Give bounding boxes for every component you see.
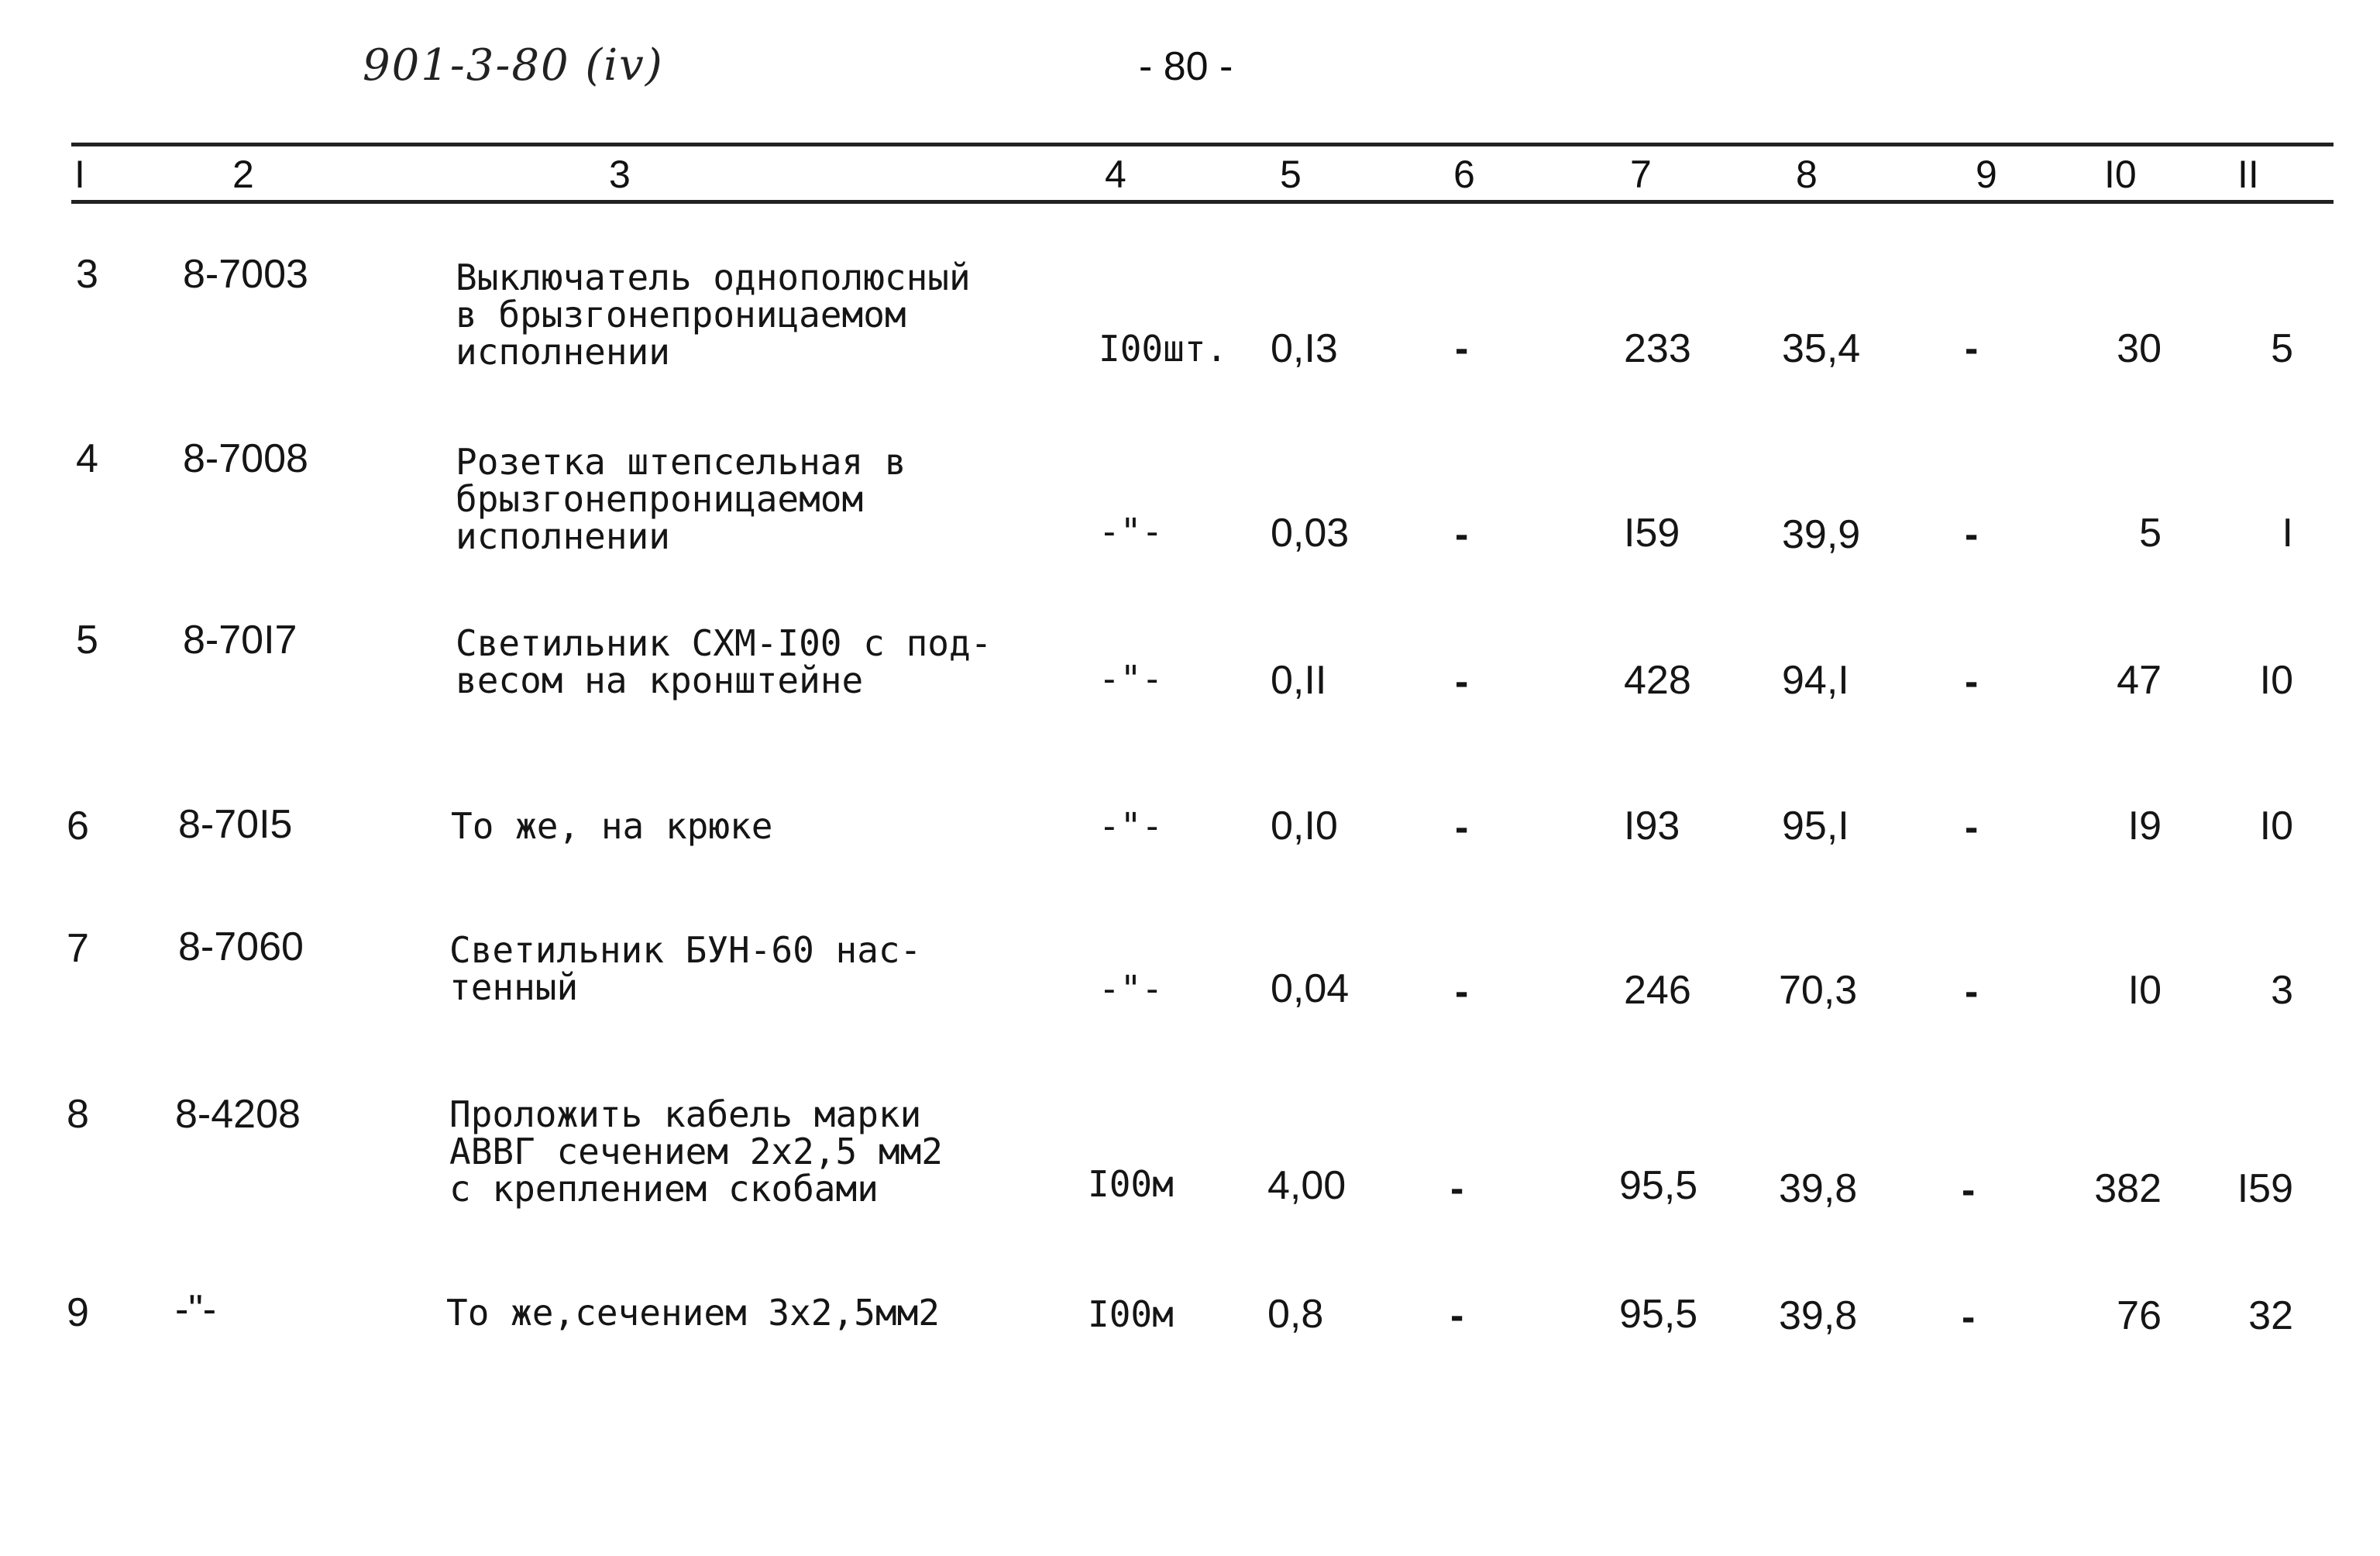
row-col9: -	[1965, 969, 1979, 1014]
row-code: 8-7060	[178, 924, 304, 969]
row-col9: -	[1965, 805, 1979, 850]
row-description-line: Проложить кабель марки	[449, 1093, 922, 1135]
row-col8: 39,8	[1779, 1166, 1858, 1211]
row-description-line: весом на кронштейне	[456, 659, 864, 701]
row-col10: I0	[2127, 968, 2162, 1013]
row-number: 7	[67, 926, 89, 971]
page-number: - 80 -	[1139, 44, 1233, 89]
column-header-2: 2	[232, 153, 254, 196]
column-header-1: I	[74, 153, 85, 196]
column-header-10: I0	[2104, 153, 2137, 196]
table-header-rule	[71, 200, 2334, 204]
row-col9: -	[1962, 1168, 1976, 1213]
row-code: 8-70I7	[183, 618, 298, 663]
row-quantity: 0,04	[1271, 966, 1350, 1011]
row-code: -"-	[175, 1287, 217, 1332]
row-unit: I00шт.	[1099, 328, 1228, 370]
row-col6: -	[1455, 805, 1469, 850]
row-col6: -	[1455, 326, 1469, 371]
row-col9: -	[1962, 1295, 1976, 1340]
row-unit: -"-	[1099, 511, 1164, 553]
row-col11: I0	[2259, 658, 2293, 703]
row-unit: I00м	[1088, 1293, 1174, 1335]
row-col9: -	[1965, 659, 1979, 704]
row-description-line: То же,сечением 3х2,5мм2	[446, 1292, 940, 1334]
row-unit: -"-	[1099, 805, 1164, 847]
row-description-line: Светильник СХМ-I00 с под-	[456, 622, 992, 664]
row-col10: 382	[2094, 1166, 2162, 1211]
row-col11: 5	[2271, 326, 2293, 371]
row-col7: I93	[1624, 804, 1680, 849]
row-description-line: тенный	[449, 966, 579, 1008]
row-col10: 5	[2139, 511, 2162, 556]
row-col8: 94,I	[1782, 658, 1849, 703]
row-description-line: брызгонепроницаемом	[456, 478, 864, 520]
column-header-5: 5	[1280, 153, 1302, 196]
row-col10: I9	[2127, 804, 2162, 849]
column-header-7: 7	[1630, 153, 1652, 196]
row-number: 9	[67, 1290, 89, 1335]
row-code: 8-7003	[183, 252, 308, 297]
row-description-line: в брызгонепроницаемом	[456, 294, 906, 336]
row-unit: -"-	[1099, 968, 1164, 1010]
row-col6: -	[1455, 512, 1469, 557]
table-top-rule	[71, 143, 2334, 146]
row-col8: 39,9	[1782, 512, 1861, 557]
row-quantity: 0,I0	[1271, 804, 1338, 849]
row-col11: 32	[2248, 1293, 2293, 1338]
row-number: 6	[67, 804, 89, 849]
row-col11: I59	[2237, 1166, 2293, 1211]
row-col11: 3	[2271, 968, 2293, 1013]
column-header-4: 4	[1105, 153, 1126, 196]
row-number: 5	[76, 618, 98, 663]
row-description-line: АВВГ сечением 2х2,5 мм2	[449, 1131, 943, 1172]
row-col9: -	[1965, 326, 1979, 371]
row-quantity: 0,II	[1271, 658, 1327, 703]
row-description-line: исполнении	[456, 515, 670, 557]
row-col7: 95,5	[1619, 1292, 1698, 1337]
row-col8: 35,4	[1782, 326, 1861, 371]
row-col6: -	[1450, 1293, 1464, 1338]
column-header-3: 3	[609, 153, 631, 196]
row-unit: I00м	[1088, 1163, 1174, 1205]
column-header-6: 6	[1453, 153, 1475, 196]
row-description-line: Светильник БУН-60 нас-	[449, 929, 922, 971]
row-quantity: 0,8	[1267, 1292, 1324, 1337]
row-col6: -	[1455, 969, 1469, 1014]
row-description-line: Розетка штепсельная в	[456, 441, 906, 483]
row-description-line: исполнении	[456, 331, 670, 373]
row-col6: -	[1450, 1166, 1464, 1211]
row-col10: 47	[2117, 658, 2162, 703]
row-col7: 428	[1624, 658, 1691, 703]
row-quantity: 0,I3	[1271, 326, 1338, 371]
row-code: 8-70I5	[178, 802, 293, 847]
row-description-line: То же, на крюке	[451, 805, 773, 847]
row-col7: 246	[1624, 968, 1691, 1013]
row-code: 8-4208	[175, 1092, 301, 1137]
row-col6: -	[1455, 659, 1469, 704]
column-header-8: 8	[1796, 153, 1818, 196]
row-col9: -	[1965, 512, 1979, 557]
row-col10: 30	[2117, 326, 2162, 371]
row-number: 4	[76, 436, 98, 481]
document-code: 901-3-80 (iv)	[363, 40, 664, 91]
row-col7: 95,5	[1619, 1163, 1698, 1208]
column-header-11: II	[2237, 153, 2259, 196]
column-header-9: 9	[1976, 153, 1997, 196]
row-col8: 39,8	[1779, 1293, 1858, 1338]
row-col7: 233	[1624, 326, 1691, 371]
row-number: 3	[76, 252, 98, 297]
row-quantity: 0,03	[1271, 511, 1350, 556]
row-description-line: Выключатель однополюсный	[456, 256, 971, 298]
row-col7: I59	[1624, 511, 1680, 556]
row-col8: 95,I	[1782, 804, 1849, 849]
row-code: 8-7008	[183, 436, 308, 481]
row-col10: 76	[2117, 1293, 2162, 1338]
row-description-line: с креплением скобами	[449, 1168, 879, 1210]
row-col8: 70,3	[1779, 968, 1858, 1013]
row-unit: -"-	[1099, 658, 1164, 700]
row-quantity: 4,00	[1267, 1163, 1346, 1208]
row-col11: I	[2282, 511, 2293, 556]
row-number: 8	[67, 1092, 89, 1137]
row-col11: I0	[2259, 804, 2293, 849]
